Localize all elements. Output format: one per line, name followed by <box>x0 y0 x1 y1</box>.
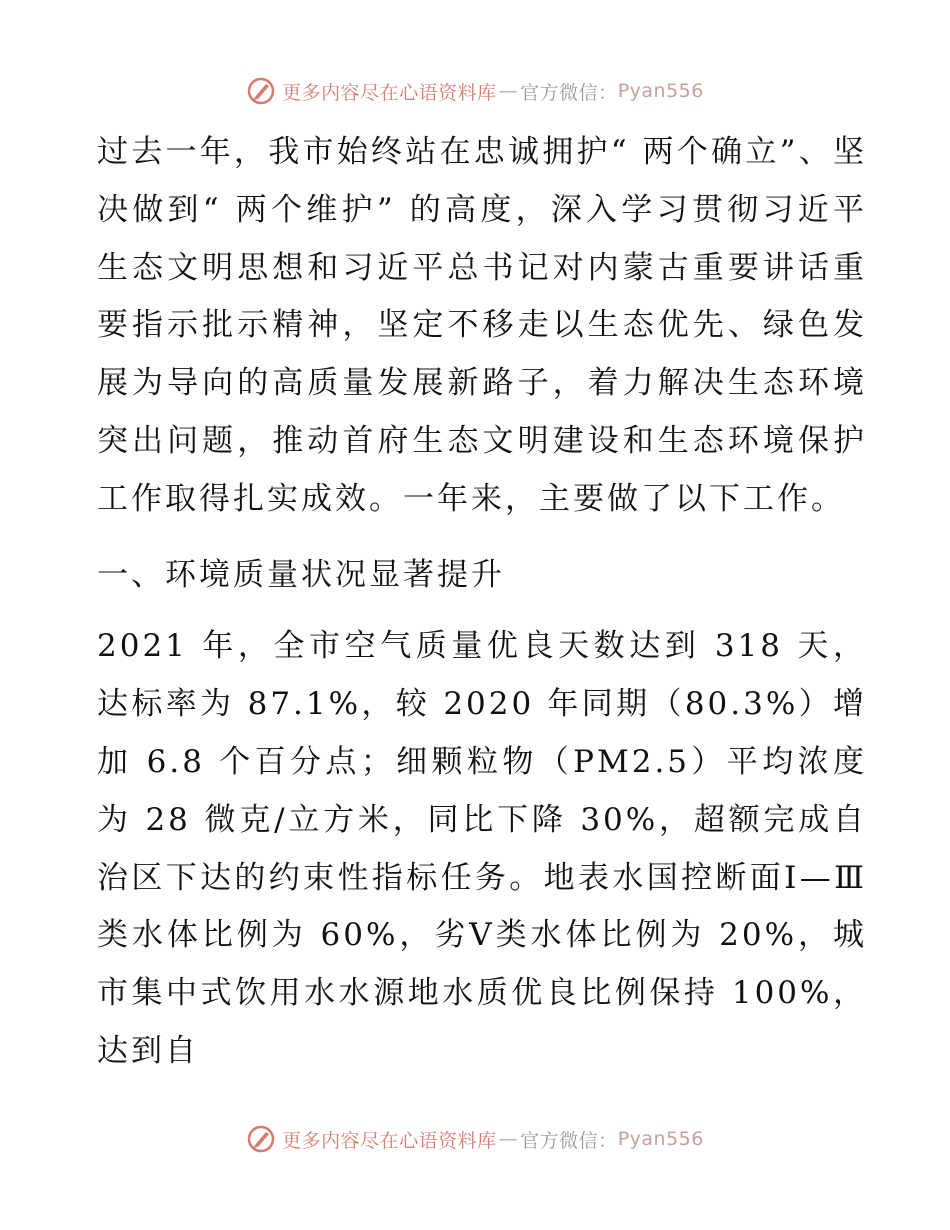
watermark-contact-label: 官方微信： <box>520 81 618 104</box>
document-body <box>97 124 867 1081</box>
quill-seal-icon <box>246 1124 276 1154</box>
paragraph-intro: 过去一年，我市始终站在忠诚拥护“ 两个确立”、坚决做到“ 两个维护” 的高度，深入学习贯彻习近平生态文明思想和习近平总书记对内蒙古重要讲话重要指示批示精神，坚定不移走以生态优先、绿色发展为导向的高质量发展新路子，着力解决生态环境突出问题，推动首府生态文明建设和生态环境保护工作取得扎实成效。一年来，主要做了以下工作。 <box>97 134 867 517</box>
watermark-contact-label: 官方微信： <box>520 1129 618 1152</box>
watermark-footer <box>0 1124 950 1154</box>
watermark-brand: 更多内容尽在心语资料库 <box>282 1129 497 1152</box>
paragraph-environment-quality: 2021 年，全市空气质量优良天数达到 318 天，达标率为 87.1%，较 2020 年同期（80.3%）增加 6.8 个百分点；细颗粒物（PM2.5）平均浓度为 28 微克/立方米，同比下降 30%，超额完成自治区下达的约束性指标任务。地表水国控断面Ⅰ—Ⅲ类水体比例为 60%，劣Ⅴ类水体比例为 20%，城市集中式饮用水水源地水质优良比例保持 100%，达到自 <box>97 628 867 1069</box>
watermark-separator: — <box>498 1128 519 1150</box>
watermark-contact-id: Pyan556 <box>617 80 704 102</box>
watermark-header <box>0 76 950 106</box>
watermark-separator: — <box>498 80 519 102</box>
quill-seal-icon <box>246 76 276 106</box>
watermark-brand: 更多内容尽在心语资料库 <box>282 81 497 104</box>
watermark-contact-id: Pyan556 <box>617 1128 704 1150</box>
section-heading: 一、环境质量状况显著提升 <box>97 556 505 593</box>
